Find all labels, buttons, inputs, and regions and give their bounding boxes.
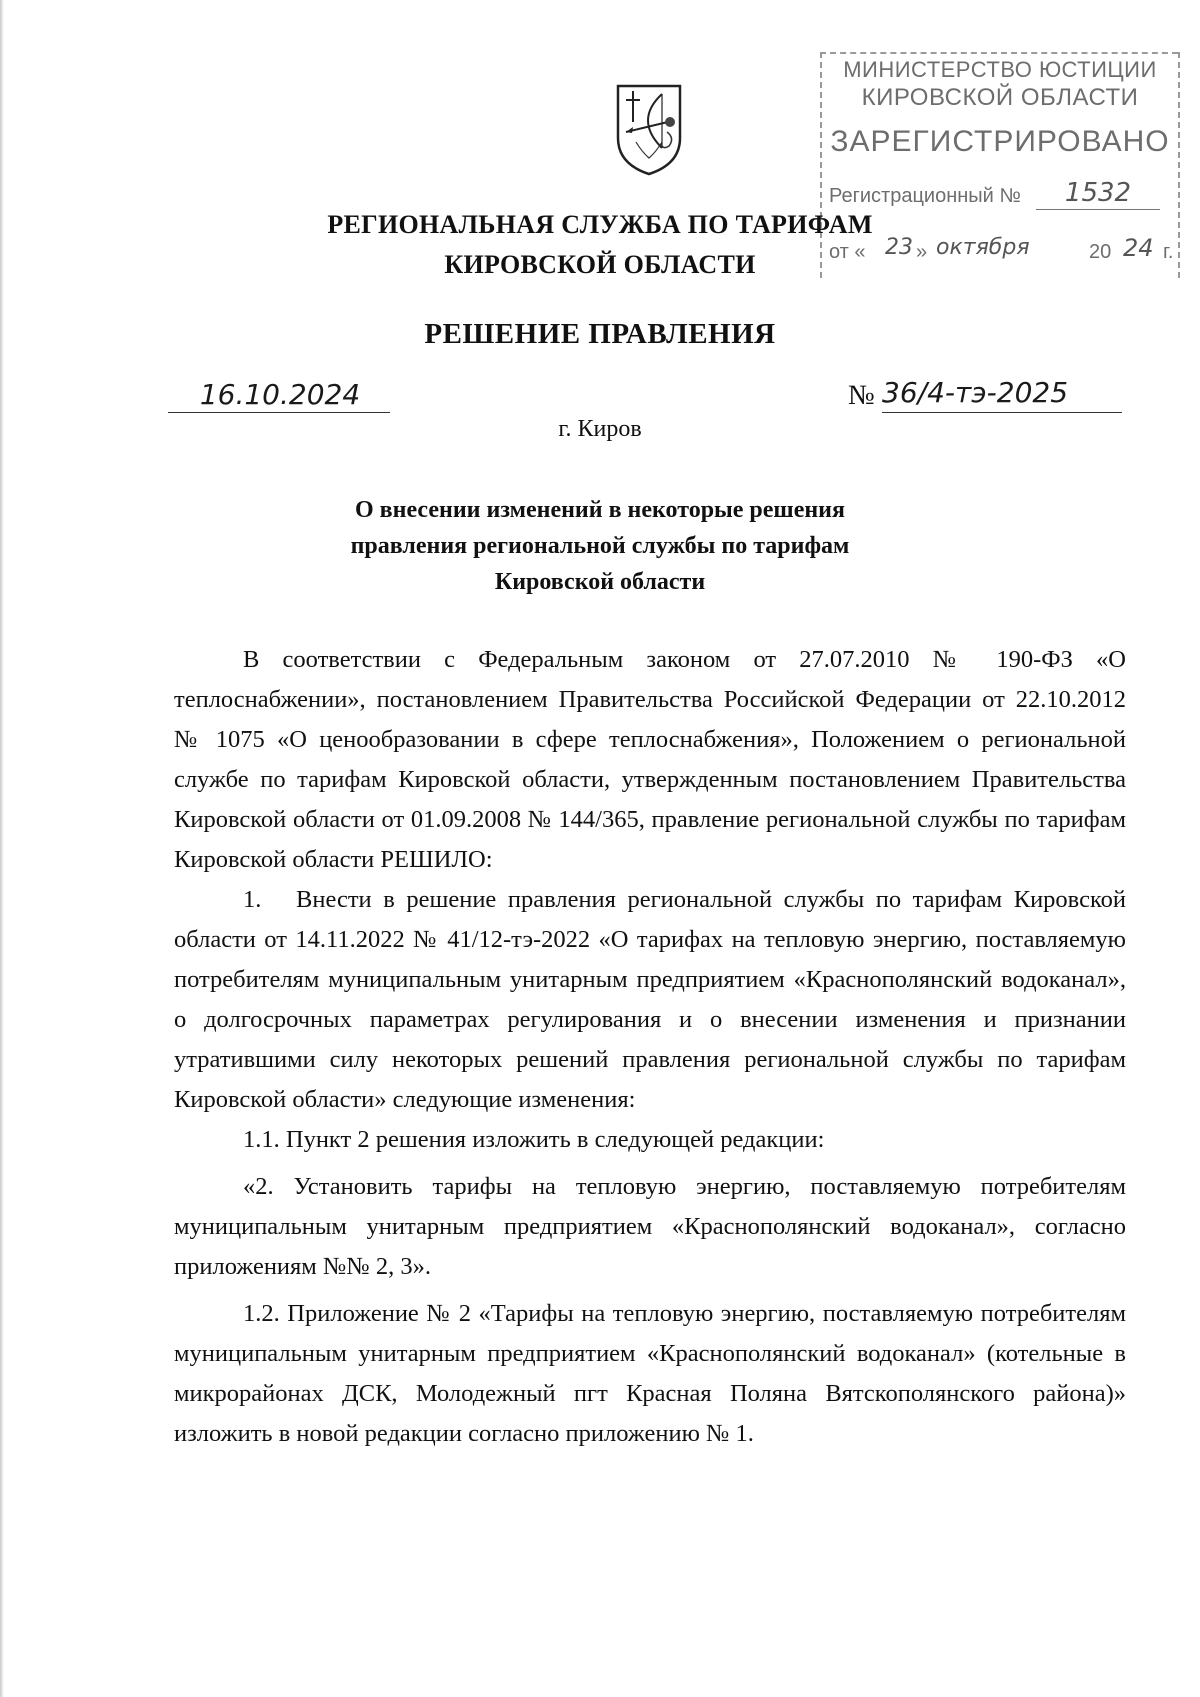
title-line: правления региональной службы по тарифам: [350, 533, 850, 559]
quote-paragraph: «2. Установить тарифы на тепловую энергию, поставляемую потребителям муниципальным унитарным предприятием «Краснополянский водоканал», согласно приложениям №№ 2, 3».: [174, 1173, 1126, 1280]
item-1-2-paragraph: 1.2. Приложение № 2 «Тарифы на тепловую энергию, поставляемую потребителям муниципальным унитарным предприятием «Краснополянский водоканал» (котельные в микрорайонах ДСК, Молодежный пгт Красная Поляна Вятскополянского района)» изложить в новой редакции согласно приложению № 1.: [174, 1300, 1126, 1447]
stamp-date-year: 24: [1123, 234, 1154, 262]
org-name-line1: РЕГИОНАЛЬНАЯ СЛУЖБА ПО ТАРИФАМ: [327, 210, 873, 239]
stamp-reg-number: 1532: [1064, 178, 1132, 208]
stamp-registered-line: ЗАРЕГИСТРИРОВАНО: [830, 125, 1170, 158]
document-number: 36/4-тэ-2025: [882, 376, 1069, 409]
title-line: О внесении изменений в некоторые решения: [355, 497, 845, 523]
document-title: [0, 492, 1200, 600]
item-1-1-paragraph: 1.1. Пункт 2 решения изложить в следующей редакции:: [243, 1126, 825, 1153]
stamp-region-line: КИРОВСКОЙ ОБЛАСТИ: [861, 84, 1139, 111]
stamp-date-prefix: от «: [829, 241, 866, 263]
stamp-reg-label: Регистрационный №: [829, 185, 1021, 207]
stamp-date-year-prefix: 20: [1089, 241, 1112, 263]
number-underline: [882, 412, 1122, 413]
org-name-line2: КИРОВСКОЙ ОБЛАСТИ: [444, 250, 756, 279]
preamble-paragraph: В соответствии с Федеральным законом от 27.07.2010 № 190-ФЗ «О теплоснабжении», постановлением Правительства Российской Федерации от 22.10.2012 № 1075 «О ценообразовании в сфере теплоснабжения», Положением о региональной службе по тарифам Кировской области, утвержденным постановлением Правительства Кировской области от 01.09.2008 № 144/365, правление региональной службы по тарифам Кировской области РЕШИЛО:: [174, 646, 1126, 873]
item-1-paragraph: 1. Внести в решение правления региональной службы по тарифам Кировской области от 14.11.2022 № 41/12-тэ-2022 «О тарифах на тепловую энергию, поставляемую потребителям муниципальным унитарным предприятием «Краснополянский водоканал», о долгосрочных параметрах регулирования и о внесении изменения и признании утратившими силу некоторых решений правления региональной службы по тарифам Кировской области» следующие изменения:: [174, 886, 1133, 1113]
document-type: РЕШЕНИЕ ПРАВЛЕНИЯ: [424, 318, 776, 350]
stamp-date-sep: »: [916, 241, 928, 263]
stamp-ministry-line: МИНИСТЕРСТВО ЮСТИЦИИ: [843, 57, 1157, 82]
stamp-date-suffix: г.: [1163, 241, 1174, 263]
registration-stamp: [818, 52, 1182, 280]
number-sign: №: [848, 380, 875, 411]
date-underline: [168, 412, 390, 413]
document-date: 16.10.2024: [199, 378, 361, 411]
document-body: [174, 640, 1133, 1454]
city: г. Киров: [558, 416, 642, 442]
stamp-date-day: 23: [885, 235, 913, 260]
stamp-date-month: октября: [936, 235, 1030, 260]
coat-of-arms-icon: [614, 82, 684, 177]
title-line: Кировской области: [494, 569, 706, 595]
